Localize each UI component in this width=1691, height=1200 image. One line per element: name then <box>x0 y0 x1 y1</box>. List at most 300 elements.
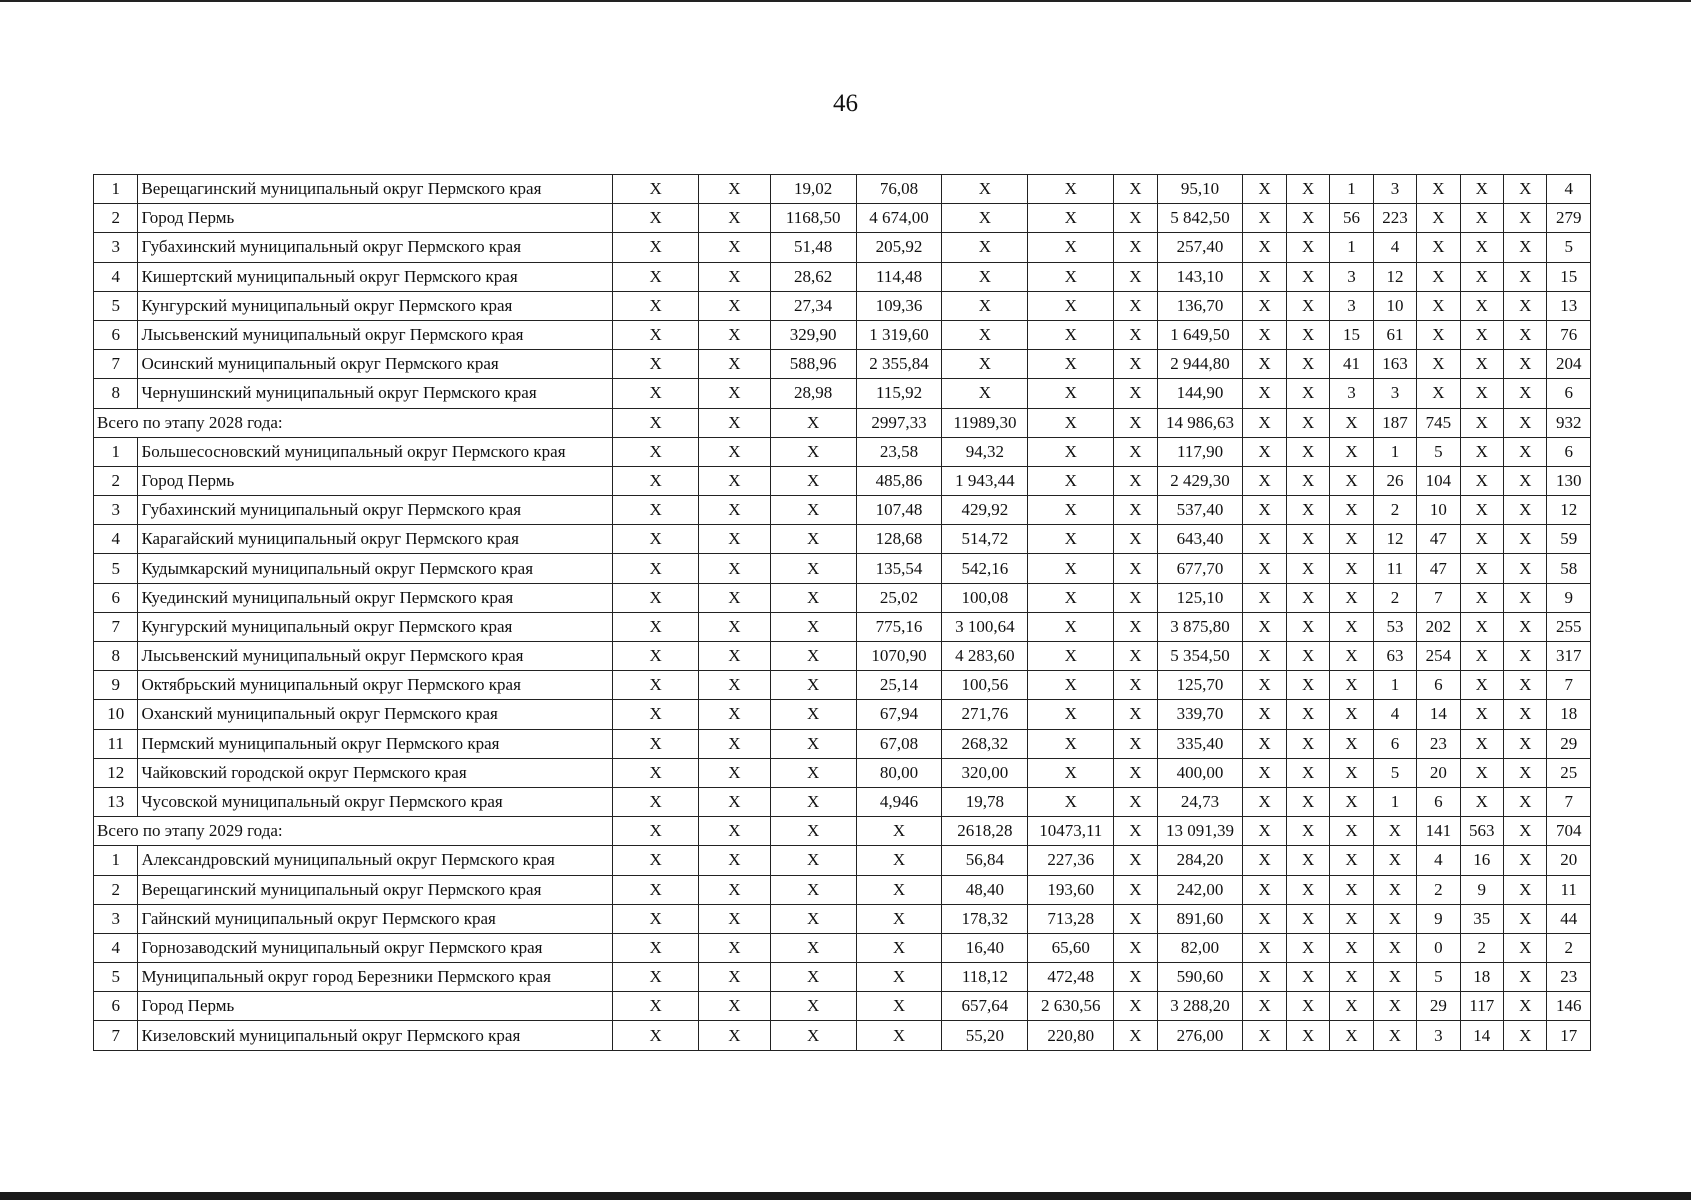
table-cell: 12 <box>1373 262 1416 291</box>
table-cell: 107,48 <box>856 496 942 525</box>
table-cell: 1 <box>1330 175 1373 204</box>
table-cell: X <box>1504 525 1547 554</box>
table-cell: X <box>1330 583 1373 612</box>
table-row <box>94 1021 1591 1050</box>
table-cell: X <box>1330 466 1373 495</box>
table-cell: X <box>1286 729 1329 758</box>
table-cell: X <box>856 904 942 933</box>
table-cell: X <box>856 1021 942 1050</box>
table-cell: X <box>1504 904 1547 933</box>
table-cell: X <box>1504 466 1547 495</box>
table-cell: X <box>1286 233 1329 262</box>
table-cell: X <box>1286 671 1329 700</box>
page-bottom-edge <box>0 1192 1691 1200</box>
table-cell: 4 283,60 <box>942 642 1028 671</box>
table-cell: 257,40 <box>1157 233 1243 262</box>
table-cell: X <box>1243 204 1286 233</box>
table-cell: 713,28 <box>1028 904 1114 933</box>
table-cell: X <box>1114 554 1157 583</box>
table-cell: X <box>1460 612 1503 641</box>
table-cell: 6 <box>1373 729 1416 758</box>
table-cell: 95,10 <box>1157 175 1243 204</box>
table-cell: 29 <box>1417 992 1460 1021</box>
table-cell: X <box>1417 350 1460 379</box>
table-cell: X <box>1028 233 1114 262</box>
table-cell: 144,90 <box>1157 379 1243 408</box>
table-cell: 143,10 <box>1157 262 1243 291</box>
table-cell: 1 943,44 <box>942 466 1028 495</box>
table-cell: X <box>1114 175 1157 204</box>
table-cell: X <box>699 554 771 583</box>
table-row <box>94 875 1591 904</box>
table-cell: 56 <box>1330 204 1373 233</box>
table-cell: 6 <box>1417 787 1460 816</box>
table-cell: 28,98 <box>770 379 856 408</box>
table-cell: 135,54 <box>856 554 942 583</box>
table-cell: 20 <box>1547 846 1591 875</box>
row-number: 2 <box>94 466 138 495</box>
municipality-name: Верещагинский муниципальный округ Пермского края <box>138 875 613 904</box>
table-cell: 1070,90 <box>856 642 942 671</box>
table-cell: 11989,30 <box>942 408 1028 437</box>
table-cell: 335,40 <box>1157 729 1243 758</box>
municipality-name: Чернушинский муниципальный округ Пермского края <box>138 379 613 408</box>
row-number: 11 <box>94 729 138 758</box>
table-cell: X <box>1286 291 1329 320</box>
table-cell: X <box>942 204 1028 233</box>
table-cell: X <box>1243 642 1286 671</box>
table-cell: X <box>1114 729 1157 758</box>
table-cell: X <box>1243 1021 1286 1050</box>
table-cell: 4 <box>1373 233 1416 262</box>
table-cell: X <box>770 642 856 671</box>
total-label: Всего по этапу 2029 года: <box>94 817 613 846</box>
total-row <box>94 817 1591 846</box>
table-cell: X <box>1373 817 1416 846</box>
table-cell: 5 842,50 <box>1157 204 1243 233</box>
table-cell: 48,40 <box>942 875 1028 904</box>
table-cell: X <box>1243 350 1286 379</box>
table-cell: 339,70 <box>1157 700 1243 729</box>
municipality-name: Губахинский муниципальный округ Пермского края <box>138 233 613 262</box>
table-cell: X <box>1330 554 1373 583</box>
table-cell: X <box>1504 583 1547 612</box>
table-cell: 15 <box>1547 262 1591 291</box>
row-number: 5 <box>94 291 138 320</box>
table-cell: X <box>1286 496 1329 525</box>
table-cell: X <box>1373 904 1416 933</box>
table-cell: X <box>1286 554 1329 583</box>
municipality-name: Город Пермь <box>138 466 613 495</box>
table-row <box>94 320 1591 349</box>
table-cell: 18 <box>1460 963 1503 992</box>
table-cell: X <box>613 963 699 992</box>
table-cell: X <box>1114 583 1157 612</box>
table-cell: X <box>613 379 699 408</box>
table-cell: X <box>1286 846 1329 875</box>
table-cell: 9 <box>1460 875 1503 904</box>
row-number: 4 <box>94 262 138 291</box>
table-cell: 187 <box>1373 408 1416 437</box>
table-cell: X <box>770 437 856 466</box>
row-number: 4 <box>94 525 138 554</box>
table-cell: 3 288,20 <box>1157 992 1243 1021</box>
table-cell: 117,90 <box>1157 437 1243 466</box>
table-cell: X <box>1243 758 1286 787</box>
row-number: 8 <box>94 379 138 408</box>
table-cell: X <box>1504 642 1547 671</box>
table-cell: X <box>1114 904 1157 933</box>
table-cell: X <box>1330 729 1373 758</box>
table-cell: 55,20 <box>942 1021 1028 1050</box>
table-cell: X <box>1286 379 1329 408</box>
table-cell: X <box>1114 466 1157 495</box>
table-cell: X <box>613 408 699 437</box>
table-cell: 23,58 <box>856 437 942 466</box>
row-number: 3 <box>94 233 138 262</box>
table-cell: X <box>699 379 771 408</box>
row-number: 13 <box>94 787 138 816</box>
table-cell: X <box>699 175 771 204</box>
table-cell: X <box>1460 583 1503 612</box>
table-cell: X <box>1286 963 1329 992</box>
table-cell: X <box>770 525 856 554</box>
municipality-name: Чусовской муниципальный округ Пермского края <box>138 787 613 816</box>
table-cell: X <box>1114 875 1157 904</box>
table-cell: X <box>1417 204 1460 233</box>
table-cell: X <box>699 1021 771 1050</box>
table-cell: 6 <box>1417 671 1460 700</box>
row-number: 10 <box>94 700 138 729</box>
table-cell: X <box>1243 612 1286 641</box>
table-cell: 25 <box>1547 758 1591 787</box>
table-cell: X <box>770 787 856 816</box>
table-cell: 14 <box>1417 700 1460 729</box>
table-cell: 932 <box>1547 408 1591 437</box>
table-cell: X <box>699 291 771 320</box>
table-cell: X <box>1243 671 1286 700</box>
row-number: 12 <box>94 758 138 787</box>
table-cell: X <box>1330 1021 1373 1050</box>
table-cell: X <box>1286 700 1329 729</box>
table-cell: X <box>1504 408 1547 437</box>
table-row <box>94 933 1591 962</box>
row-number: 2 <box>94 204 138 233</box>
table-cell: 2 <box>1547 933 1591 962</box>
table-cell: X <box>699 700 771 729</box>
table-cell: 5 <box>1547 233 1591 262</box>
table-cell: X <box>1243 291 1286 320</box>
table-cell: 4 <box>1417 846 1460 875</box>
table-row <box>94 729 1591 758</box>
table-cell: X <box>1504 671 1547 700</box>
table-cell: 19,78 <box>942 787 1028 816</box>
table-cell: X <box>1460 320 1503 349</box>
table-cell: X <box>1286 320 1329 349</box>
municipality-name: Большесосновский муниципальный округ Пермского края <box>138 437 613 466</box>
table-cell: 7 <box>1547 671 1591 700</box>
table-cell: X <box>1504 175 1547 204</box>
table-cell: 58 <box>1547 554 1591 583</box>
municipality-name: Кишертский муниципальный округ Пермского края <box>138 262 613 291</box>
table-cell: X <box>1028 408 1114 437</box>
row-number: 5 <box>94 963 138 992</box>
table-row <box>94 233 1591 262</box>
table-cell: 1168,50 <box>770 204 856 233</box>
table-cell: X <box>1504 437 1547 466</box>
table-cell: 80,00 <box>856 758 942 787</box>
table-row <box>94 904 1591 933</box>
table-row <box>94 758 1591 787</box>
table-cell: 2 944,80 <box>1157 350 1243 379</box>
table-cell: X <box>1286 583 1329 612</box>
total-label: Всего по этапу 2028 года: <box>94 408 613 437</box>
table-cell: X <box>1286 204 1329 233</box>
table-cell: 109,36 <box>856 291 942 320</box>
table-cell: X <box>613 846 699 875</box>
table-cell: X <box>1028 204 1114 233</box>
table-cell: 4,946 <box>856 787 942 816</box>
table-cell: X <box>613 1021 699 1050</box>
row-number: 1 <box>94 846 138 875</box>
table-cell: X <box>613 700 699 729</box>
table-cell: 1 <box>1373 787 1416 816</box>
table-cell: X <box>1028 466 1114 495</box>
table-cell: X <box>1114 262 1157 291</box>
table-cell: X <box>613 758 699 787</box>
table-cell: X <box>1243 437 1286 466</box>
table-cell: X <box>1243 233 1286 262</box>
table-cell: 5 <box>1373 758 1416 787</box>
table-cell: 76,08 <box>856 175 942 204</box>
table-cell: X <box>1460 379 1503 408</box>
table-cell: X <box>942 262 1028 291</box>
row-number: 5 <box>94 554 138 583</box>
table-cell: X <box>1417 291 1460 320</box>
table-cell: X <box>1028 729 1114 758</box>
table-cell: 4 674,00 <box>856 204 942 233</box>
table-cell: X <box>1504 758 1547 787</box>
table-cell: 100,56 <box>942 671 1028 700</box>
row-number: 3 <box>94 496 138 525</box>
table-cell: X <box>699 262 771 291</box>
table-row <box>94 612 1591 641</box>
table-cell: X <box>1460 642 1503 671</box>
municipality-name: Кунгурский муниципальный округ Пермского края <box>138 291 613 320</box>
table-cell: 4 <box>1373 700 1416 729</box>
table-cell: 3 <box>1330 379 1373 408</box>
table-cell: X <box>613 992 699 1021</box>
table-cell: X <box>856 963 942 992</box>
table-cell: 118,12 <box>942 963 1028 992</box>
row-number: 4 <box>94 933 138 962</box>
table-cell: X <box>770 496 856 525</box>
table-cell: X <box>699 408 771 437</box>
table-row <box>94 496 1591 525</box>
table-cell: X <box>1373 846 1416 875</box>
table-cell: 1 <box>1330 233 1373 262</box>
table-cell: X <box>1373 963 1416 992</box>
table-cell: X <box>1243 875 1286 904</box>
table-cell: X <box>1504 291 1547 320</box>
table-cell: 17 <box>1547 1021 1591 1050</box>
table-row <box>94 787 1591 816</box>
municipality-name: Кунгурский муниципальный округ Пермского края <box>138 612 613 641</box>
table-cell: X <box>1286 992 1329 1021</box>
table-cell: 5 <box>1417 963 1460 992</box>
table-cell: 13 091,39 <box>1157 817 1243 846</box>
table-cell: X <box>1114 612 1157 641</box>
table-cell: X <box>1504 496 1547 525</box>
table-cell: 279 <box>1547 204 1591 233</box>
municipality-name: Город Пермь <box>138 204 613 233</box>
table-cell: 53 <box>1373 612 1416 641</box>
table-cell: X <box>699 992 771 1021</box>
table-cell: X <box>1460 700 1503 729</box>
table-cell: 94,32 <box>942 437 1028 466</box>
table-cell: X <box>1243 525 1286 554</box>
table-cell: 5 <box>1417 437 1460 466</box>
table-cell: X <box>1460 233 1503 262</box>
table-cell: 2618,28 <box>942 817 1028 846</box>
municipality-name: Октябрьский муниципальный округ Пермского края <box>138 671 613 700</box>
table-row <box>94 554 1591 583</box>
table-cell: 3 875,80 <box>1157 612 1243 641</box>
table-cell: X <box>1028 583 1114 612</box>
table-cell: 23 <box>1417 729 1460 758</box>
table-row <box>94 671 1591 700</box>
table-cell: 429,92 <box>942 496 1028 525</box>
table-cell: X <box>1330 817 1373 846</box>
table-cell: X <box>856 992 942 1021</box>
table-cell: X <box>1460 525 1503 554</box>
table-cell: 11 <box>1373 554 1416 583</box>
table-cell: X <box>770 992 856 1021</box>
table-cell: X <box>1243 846 1286 875</box>
table-cell: 115,92 <box>856 379 942 408</box>
table-cell: 20 <box>1417 758 1460 787</box>
table-cell: X <box>699 875 771 904</box>
table-cell: X <box>1504 612 1547 641</box>
table-cell: X <box>1243 496 1286 525</box>
table-row <box>94 846 1591 875</box>
table-cell: 2 429,30 <box>1157 466 1243 495</box>
table-cell: X <box>1330 700 1373 729</box>
table-cell: X <box>1460 787 1503 816</box>
municipality-name: Муниципальный округ город Березники Пермского края <box>138 963 613 992</box>
table-cell: X <box>1504 963 1547 992</box>
table-row <box>94 642 1591 671</box>
table-cell: X <box>1460 175 1503 204</box>
table-cell: 3 100,64 <box>942 612 1028 641</box>
table-cell: X <box>856 875 942 904</box>
table-cell: 1 649,50 <box>1157 320 1243 349</box>
table-cell: X <box>770 612 856 641</box>
table-cell: X <box>1330 671 1373 700</box>
table-cell: 12 <box>1547 496 1591 525</box>
table-row <box>94 963 1591 992</box>
table-cell: X <box>1243 787 1286 816</box>
table-cell: 202 <box>1417 612 1460 641</box>
table-cell: X <box>1504 350 1547 379</box>
table-cell: X <box>699 846 771 875</box>
table-cell: 542,16 <box>942 554 1028 583</box>
table-cell: X <box>1417 233 1460 262</box>
table-cell: X <box>613 642 699 671</box>
table-cell: 16,40 <box>942 933 1028 962</box>
table-cell: 7 <box>1547 787 1591 816</box>
table-cell: X <box>1286 642 1329 671</box>
table-cell: 114,48 <box>856 262 942 291</box>
table-cell: X <box>699 437 771 466</box>
table-cell: X <box>699 320 771 349</box>
table-cell: 7 <box>1417 583 1460 612</box>
row-number: 7 <box>94 612 138 641</box>
table-cell: X <box>1504 817 1547 846</box>
table-cell: X <box>1243 992 1286 1021</box>
row-number: 6 <box>94 992 138 1021</box>
table-cell: 242,00 <box>1157 875 1243 904</box>
table-cell: X <box>1460 437 1503 466</box>
table-cell: 15 <box>1330 320 1373 349</box>
table-cell: 537,40 <box>1157 496 1243 525</box>
table-cell: 223 <box>1373 204 1416 233</box>
table-cell: X <box>613 612 699 641</box>
table-cell: X <box>613 933 699 962</box>
table-cell: X <box>699 671 771 700</box>
table-cell: X <box>1286 817 1329 846</box>
municipality-name: Куединский муниципальный округ Пермского края <box>138 583 613 612</box>
table-cell: X <box>1243 554 1286 583</box>
table-cell: X <box>1028 612 1114 641</box>
table-cell: X <box>1028 291 1114 320</box>
table-cell: 3 <box>1417 1021 1460 1050</box>
table-cell: 5 354,50 <box>1157 642 1243 671</box>
table-cell: X <box>1373 1021 1416 1050</box>
table-cell: X <box>1114 291 1157 320</box>
table-cell: X <box>1286 758 1329 787</box>
table-cell: X <box>1504 933 1547 962</box>
table-cell: X <box>1243 963 1286 992</box>
table-cell: X <box>1243 262 1286 291</box>
table-cell: X <box>770 963 856 992</box>
table-row <box>94 700 1591 729</box>
table-cell: 1 <box>1373 437 1416 466</box>
table-cell: 146 <box>1547 992 1591 1021</box>
table-cell: X <box>699 642 771 671</box>
table-cell: X <box>1243 466 1286 495</box>
table-cell: 704 <box>1547 817 1591 846</box>
table-cell: X <box>699 233 771 262</box>
table-cell: 25,02 <box>856 583 942 612</box>
table-cell: X <box>770 408 856 437</box>
table-cell: X <box>942 350 1028 379</box>
table-cell: 255 <box>1547 612 1591 641</box>
table-cell: 23 <box>1547 963 1591 992</box>
table-cell: X <box>1286 612 1329 641</box>
table-cell: 205,92 <box>856 233 942 262</box>
table-cell: 2 630,56 <box>1028 992 1114 1021</box>
table-cell: X <box>1504 554 1547 583</box>
table-cell: X <box>1114 817 1157 846</box>
table-cell: X <box>613 175 699 204</box>
table-cell: X <box>1373 875 1416 904</box>
table-cell: 67,94 <box>856 700 942 729</box>
table-cell: X <box>1286 1021 1329 1050</box>
table-cell: X <box>1114 525 1157 554</box>
table-cell: 51,48 <box>770 233 856 262</box>
table-cell: 3 <box>1373 175 1416 204</box>
